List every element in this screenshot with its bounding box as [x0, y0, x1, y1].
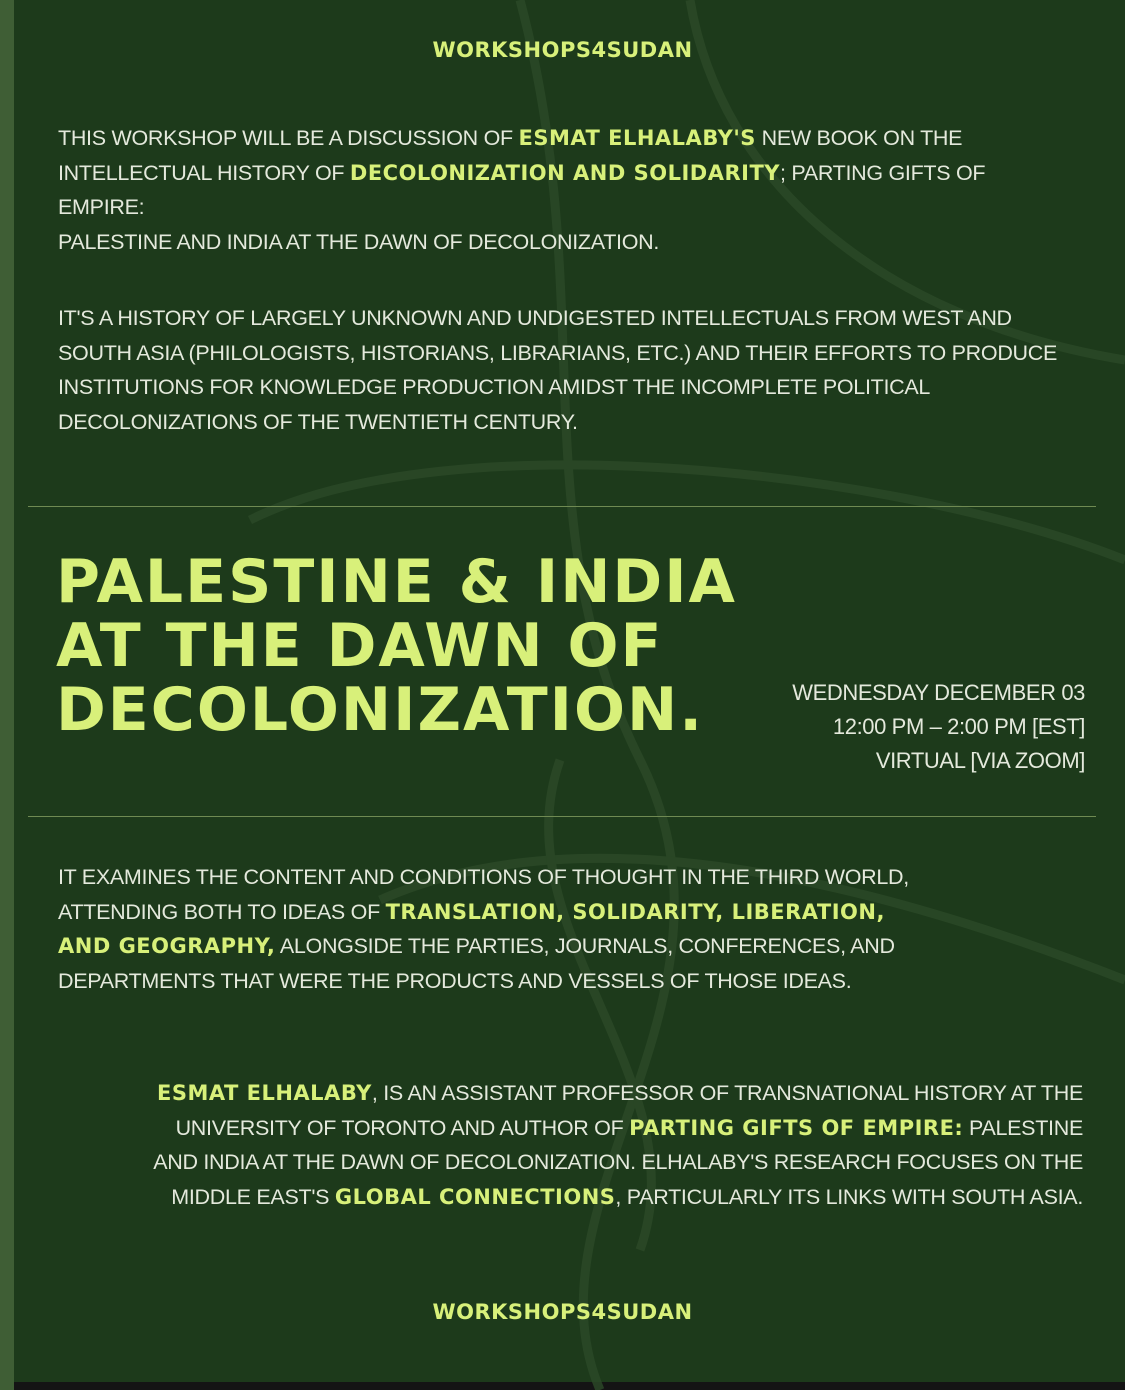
- book-title-highlight: PARTING GIFTS OF EMPIRE:: [629, 1115, 964, 1140]
- author-name-highlight: ESMAT ELHALABY: [157, 1081, 372, 1105]
- history-paragraph: IT'S A HISTORY OF LARGELY UNKNOWN AND UNDIGESTED INTELLECTUALS FROM WEST AND SOUTH ASIA (PHILOLOGISTS, HISTORIANS, LIBRARIANS, ETC.) AND THEIR EFFORTS TO PRODUCE INSTITUTIONS FOR KNOWLEDGE PRODUCTION AMIDST THE INCOMPLETE POLITICAL DECOLONIZATIONS OF THE TWENTIETH CENTURY.: [58, 306, 1058, 434]
- event-date: WEDNESDAY DECEMBER 03: [792, 680, 1085, 705]
- examines-text: ALONGSIDE THE PARTIES, JOURNALS, CONFERENCES, AND DEPARTMENTS THAT WERE THE PRODUCTS AND VESSELS OF THOSE IDEAS.: [58, 934, 895, 993]
- research-focus-highlight: GLOBAL CONNECTIONS: [334, 1184, 616, 1209]
- intro-text: THIS WORKSHOP WILL BE A DISCUSSION OF: [58, 126, 519, 150]
- topic-highlight: DECOLONIZATION AND SOLIDARITY: [349, 160, 780, 185]
- organization-name-top: WORKSHOPS4SUDAN: [432, 38, 693, 62]
- event-location: VIRTUAL [VIA ZOOM]: [875, 748, 1085, 773]
- author-bio-paragraph: [140, 1076, 1083, 1214]
- author-name-highlight: ESMAT ELHALABY'S: [518, 126, 756, 150]
- divider-top: [28, 506, 1096, 507]
- intro-text: ; PARTING GIFTS OF EMPIRE:: [58, 160, 986, 219]
- organization-name-bottom: WORKSHOPS4SUDAN: [432, 1300, 693, 1324]
- event-time: 12:00 PM – 2:00 PM [EST]: [832, 714, 1085, 739]
- title-line-2: AT THE DAWN OF: [56, 611, 664, 681]
- bio-text: , PARTICULARLY ITS LINKS WITH SOUTH ASIA.: [615, 1184, 1083, 1209]
- bio-text: PALESTINE AND INDIA AT THE DAWN OF DECOLONIZATION. ELHALABY'S RESEARCH FOCUSES ON THE MIDDLE EAST'S: [153, 1115, 1083, 1209]
- intro-text: NEW BOOK ON THE INTELLECTUAL HISTORY OF: [58, 126, 963, 185]
- divider-bottom: [28, 816, 1096, 817]
- event-details: [700, 676, 1085, 778]
- bio-text: , IS AN ASSISTANT PROFESSOR OF TRANSNATIONAL HISTORY AT THE UNIVERSITY OF TORONTO AND AUTHOR OF: [175, 1081, 1083, 1140]
- themes-highlight: TRANSLATION, SOLIDARITY, LIBERATION, AND GEOGRAPHY,: [58, 899, 885, 958]
- examines-text: IT EXAMINES THE CONTENT AND CONDITIONS OF THOUGHT IN THE THIRD WORLD, ATTENDING BOTH TO IDEAS OF: [58, 865, 909, 924]
- workshop-title: [56, 547, 776, 745]
- book-subtitle: PALESTINE AND INDIA AT THE DAWN OF DECOLONIZATION.: [58, 229, 660, 254]
- title-line-1: PALESTINE & INDIA: [56, 547, 737, 617]
- title-line-3: DECOLONIZATION.: [56, 675, 705, 745]
- intro-paragraph: [58, 121, 1058, 259]
- examines-paragraph: [58, 860, 918, 998]
